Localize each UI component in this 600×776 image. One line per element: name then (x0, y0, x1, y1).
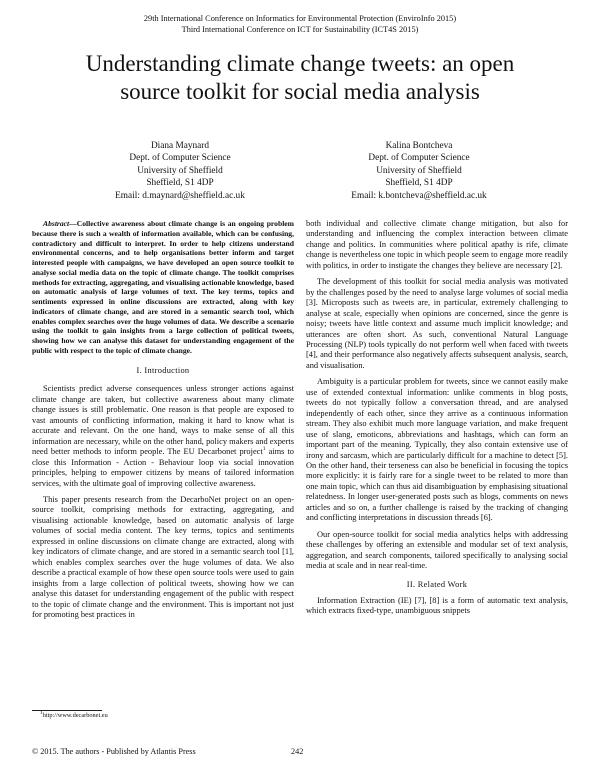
conference-line-1: 29th International Conference on Informatics for Environmental Protection (EnviroInfo 2015) (143, 14, 457, 23)
intro-p1-text-cont: aims to close this Information - Action - Behaviour loop via social innovation principles, helping to empower citizens by means of tailored information services, with the ultimate goal of improving collective awareness. (32, 447, 294, 488)
abstract-text: —Collective awareness about climate change is an ongoing problem because there is such a wealth of information available, which can be confusing, contradictory and difficult to interpret. In order to help citizens understand environmental concerns, and to help organisations better inform and target interested people with campaigns, we have developed an open source toolkit to analyse social media data on the topic of climate change. The toolkit comprises methods for extracting, aggregating, and visualising actionable knowledge, based on automatic analysis of large volumes of text. The key terms, topics and sentiments expressed in online discussions are extracted, along with key indicators of climate change, and are stored in a semantic search tool, which enables complex searches over the huge volumes of data. We describe a scenario using the toolkit to gain insights from a large collection of political tweets, showing how we can analyse this dataset for understanding engagement of the public with respect to the topic of climate change. (32, 219, 294, 355)
author-email: Email: k.bontcheva@sheffield.ac.uk (351, 190, 487, 201)
footnote (40, 709, 108, 719)
left-column (32, 219, 294, 620)
intro-paragraph-5: Our open-source toolkit for social media analytics helps with addressing these challenges by offering an extensible and modular set of text analysis, aggregation, and search components, tailored specifically to analysing social media at scale and in near real-time. (306, 529, 568, 571)
paper-title (40, 50, 560, 105)
author-name: Diana Maynard (150, 141, 210, 151)
author-block-1 (80, 140, 280, 202)
abstract-lead: Abstract (43, 219, 70, 228)
author-dept: Dept. of Computer Science (129, 153, 231, 164)
author-name: Kalina Bontcheva (385, 141, 453, 151)
author-university: University of Sheffield (376, 165, 462, 176)
abstract (32, 219, 294, 356)
section-heading-introduction: I. Introduction (136, 366, 190, 375)
section-heading-related-work: II. Related Work (406, 579, 468, 589)
author-city: Sheffield, S1 4DP (146, 178, 214, 189)
footnote-mark: 1 (40, 709, 43, 716)
intro-p1-text: Scientists predict adverse consequences unless stronger actions against climate change are taken, but collective awareness about many climate change issues is still problematic. One reason is that people are exposed to vast amounts of conflicting information, making it hard to know what is accurate and relevant. On the one hand, ways to make sense of all this information are necessary, while on the other hand, policy makers and experts need better methods to inform people. The EU Decarbonet project (32, 384, 294, 457)
intro-paragraph-4: Ambiguity is a particular problem for tweets, since we cannot easily make use of extended contextual information: unlike comments in blog posts, tweets do not typically follow a conversation thread, and are analysed independently of each other, since they arrive as a continuous information stream. They also exhibit much more language variation, and make frequent use of slang, emoticons, abbreviations and hashtags, which can form an important part of the meaning. Typically, they also contain extensive use of irony and sarcasm, which are particularly difficult for a machine to detect [5]. On the other hand, their terseness can also be beneficial in focusing the topics more explicitly: it is fairly rare for a single tweet to be related to more than one main topic, which can thus aid disambiguation by emphasising situational relatedness. In longer user-generated posts such as blogs, comments on news articles and so on, a further challenge is raised by the tracking of changing and conflicting interpretations in discussion threads [6]. (306, 377, 568, 523)
intro-continuation: both individual and collective climate change mitigation, but also for understanding and influencing the complex interaction between climate change and politics. In communities where political apathy is rife, climate change is nevertheless one topic in which people seem to engage more readily with politics, in order to instigate the changes they believe are necessary [2]. (306, 219, 568, 270)
page-number: 242 (291, 747, 304, 756)
footnote-ref: 1 (262, 446, 266, 453)
author-university: University of Sheffield (137, 165, 223, 176)
footnote-url: http://www.decarbonet.eu (42, 712, 108, 719)
intro-paragraph-1 (32, 384, 294, 489)
author-block-2 (319, 140, 519, 202)
copyright-notice: © 2015. The authors - Published by Atlantis Press (32, 747, 196, 756)
author-city: Sheffield, S1 4DP (385, 178, 453, 189)
intro-paragraph-3: The development of this toolkit for social media analysis was motivated by the challenges posed by the need to analyse large volumes of social media [3]. Microposts such as tweets are, in particular, extremely challenging to analyse at scale, especially when opinions are concerned, since the genre is noisy; tweets have little context and assume much implicit knowledge; and utterances are often short. As such, conventional Natural Language Processing (NLP) tools typically do not perform well when faced with tweets [4], and their performance also negatively affects subsequent analysis, search, and visualisation. (306, 277, 568, 370)
related-work-paragraph: Information Extraction (IE) [7], [8] is a form of automatic text analysis, which extracts fixed-type, unambiguous snippets (306, 595, 568, 616)
author-dept: Dept. of Computer Science (368, 153, 470, 164)
conference-line-2: Third International Conference on ICT for Sustainability (ICT4S 2015) (181, 25, 419, 34)
title-line-1: Understanding climate change tweets: an open (85, 51, 515, 76)
author-email: Email: d.maynard@sheffield.ac.uk (115, 190, 245, 201)
right-column (306, 219, 568, 617)
title-line-2: source toolkit for social media analysis (120, 78, 480, 104)
intro-paragraph-2: This paper presents research from the DecarboNet project on an open-source toolkit, comprising methods for extracting, aggregating, and visualising actionable knowledge, based on automatic analysis of large volumes of social media content. The key terms, topics and sentiments expressed in online discussions on climate change are extracted, along with key indicators of climate change, and are stored in a semantic search tool [1], which enables complex searches over the huge volumes of data. We also describe a practical example of how these open source tools were used to gain insights from a large collection of political tweets, showing how we can analyse this dataset for understanding engagement of the public with respect to the topic of climate change and the environment. This is important not just for promoting best practices in (32, 494, 294, 619)
